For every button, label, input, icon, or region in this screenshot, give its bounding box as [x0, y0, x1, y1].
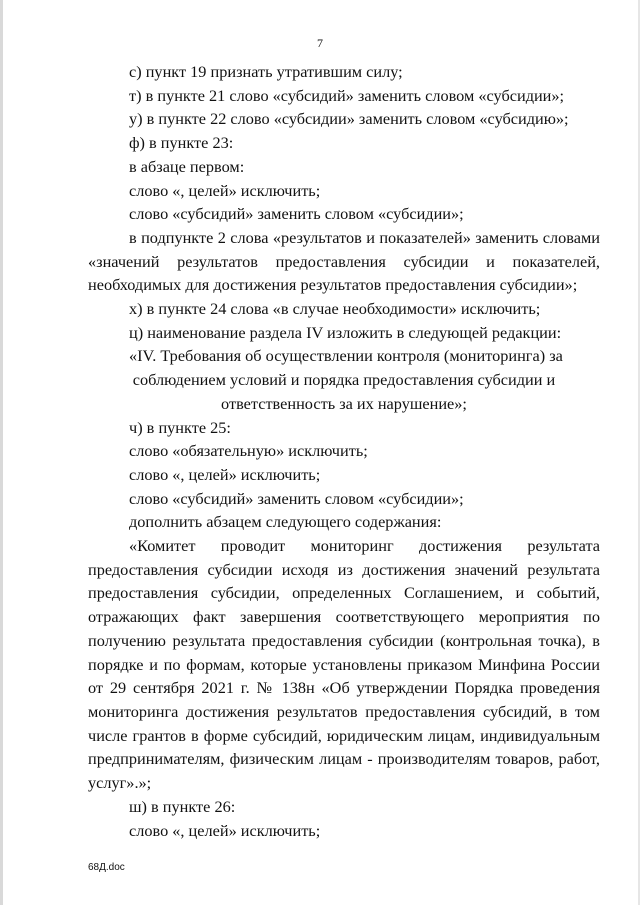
section-iv-heading	[88, 344, 600, 415]
paragraph-f-word-subsidiy: слово «субсидий» заменить словом «субсидии»;	[129, 204, 464, 224]
paragraph-ch-word-celey: слово «, целей» исключить;	[129, 464, 321, 484]
paragraph-sh-word-celey: слово «, целей» исключить;	[129, 820, 321, 840]
paragraph-f: ф) в пункте 23:	[129, 133, 234, 153]
paragraph-f-first-abzac: в абзаце первом:	[129, 156, 245, 176]
paragraph-s: с) пункт 19 признать утратившим силу;	[129, 62, 403, 81]
section-heading-line-2: соблюдением условий и порядка предоставления субсидии и	[132, 370, 556, 390]
paragraph-ch: ч) в пункте 25:	[129, 417, 231, 437]
paragraph-t: т) в пункте 21 слово «субсидий» заменить словом «субсидии»;	[129, 85, 565, 105]
scan-left-edge	[0, 0, 3, 905]
file-name-footer: 68Д.doc	[88, 862, 125, 873]
paragraph-f-subpoint-2: в подпункте 2 слова «результатов и показателей» заменить словами «значений результатов предоставления субсидии и показателей, необходимых для достижения результатов предоставления субсидии»;	[88, 227, 600, 295]
paragraph-ch-add-abzac: дополнить абзацем следующего содержания:	[129, 512, 442, 532]
paragraph-committee-monitoring: «Комитет проводит мониторинг достижения результата предоставления субсидии исходя из достижения значений результата предоставления субсидии, определенных Соглашением, и событий, отражающих факт завершения соответствующего мероприятия по получению результата предоставления субсидии (контрольная точка), в порядке и по формам, которые установлены приказом Минфина России от 29 сентября 2021 г. № 138н «Об утверждении Порядка проведения мониторинга достижения результатов предоставления субсидий, в том числе грантов в форме субсидий, юридическим лицам, индивидуальным предпринимателям, физическим лицам - производителям товаров, работ, услуг».»;	[88, 536, 600, 793]
paragraph-f-word-celey: слово «, целей» исключить;	[129, 180, 321, 200]
section-heading-line-3: ответственность за их нарушение»;	[221, 393, 467, 413]
paragraph-sh: ш) в пункте 26:	[129, 796, 236, 816]
section-heading-line-1: «IV. Требования об осуществлении контроля (мониторинга) за	[129, 346, 563, 366]
paragraph-ch-word-obyazatelnuyu: слово «обязательную» исключить;	[129, 441, 368, 461]
paragraph-u: у) в пункте 22 слово «субсидии» заменить словом «субсидию»;	[129, 109, 569, 129]
paragraph-ch-word-subsidiy: слово «субсидий» заменить словом «субсидии»;	[129, 488, 464, 508]
page-number: 7	[317, 36, 323, 50]
document-body	[88, 60, 600, 842]
paragraph-ts: ц) наименование раздела IV изложить в следующей редакции:	[129, 322, 562, 342]
paragraph-kh: х) в пункте 24 слова «в случае необходимости» исключить;	[129, 299, 541, 319]
